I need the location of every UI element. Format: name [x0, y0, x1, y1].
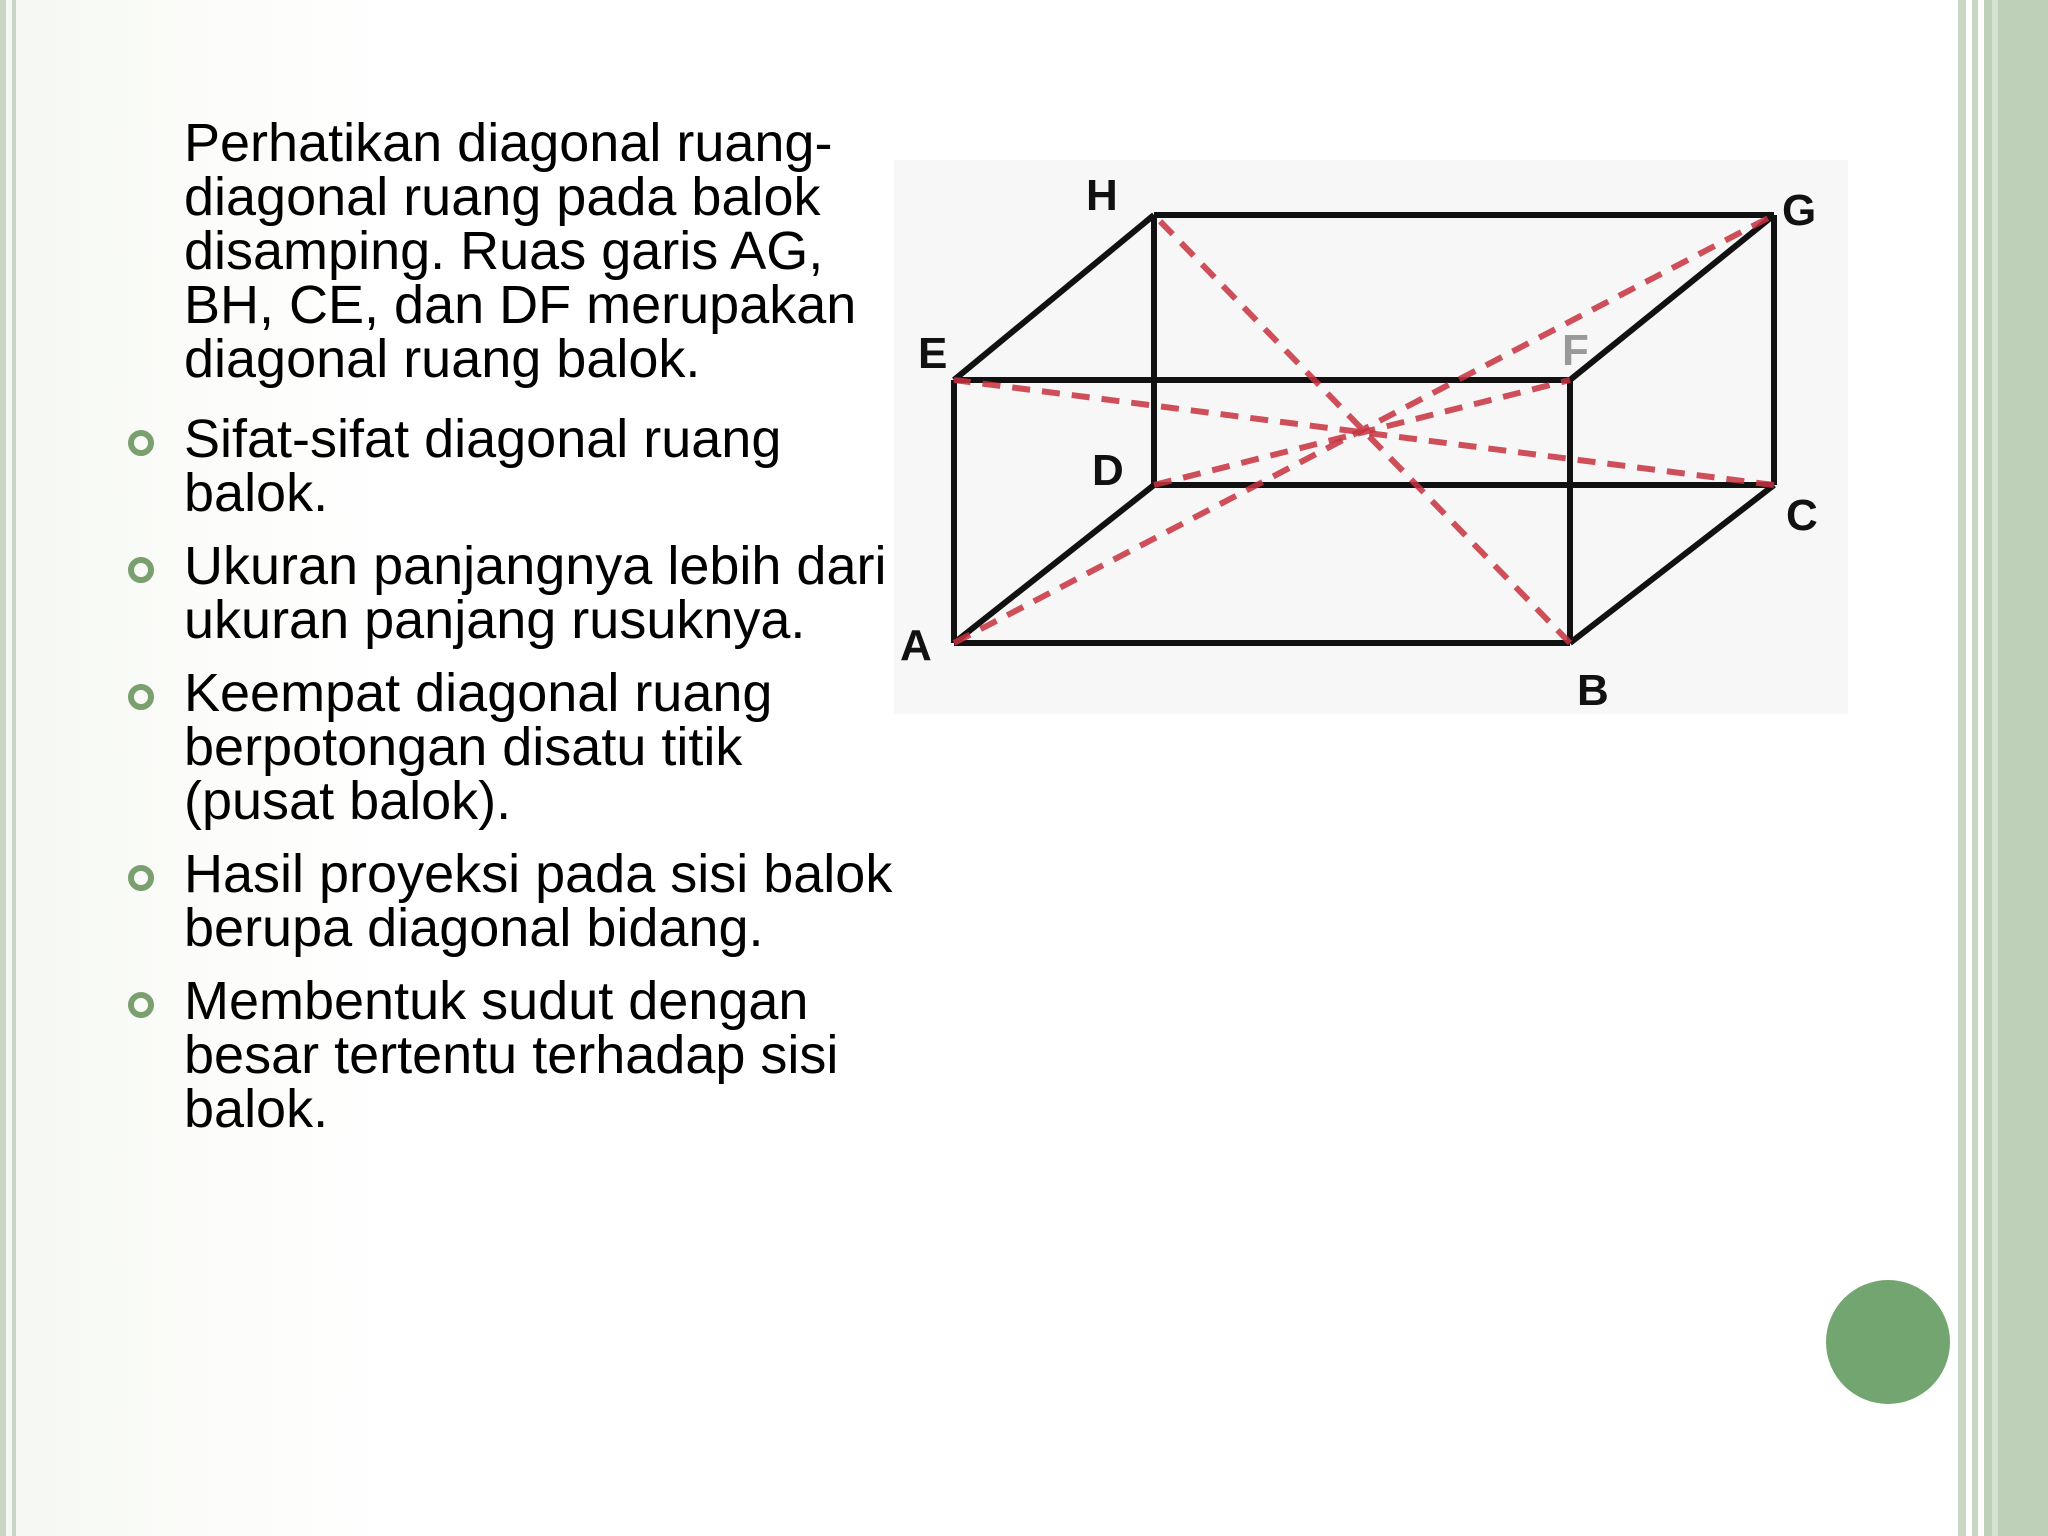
bullet-circle-icon: [128, 992, 154, 1018]
bullet-circle-icon: [128, 684, 154, 710]
vertex-label-H: H: [1086, 171, 1118, 220]
cuboid-svg: [894, 160, 1848, 714]
decorative-circle: [1826, 1280, 1950, 1404]
bullet-text: Keempat diagonal ruang berpotongan disatu titik (pusat balok).: [184, 663, 773, 831]
bullet-item: [120, 971, 900, 1139]
vertex-label-B: B: [1577, 666, 1609, 714]
vertex-label-G: G: [1782, 186, 1817, 235]
vertex-label-E: E: [918, 329, 948, 378]
right-border-band: [1984, 0, 2048, 1536]
bullet-text: Membentuk sudut dengan besar tertentu terhadap sisi balok.: [184, 971, 839, 1139]
left-border-line: [12, 0, 16, 1536]
cuboid-diagram: [894, 160, 1848, 714]
right-border-line: [1958, 0, 1966, 1536]
bullet-text: Ukuran panjangnya lebih dari ukuran panjang rusuknya.: [184, 536, 887, 650]
bullet-circle-icon: [128, 557, 154, 583]
bullet-item: [120, 844, 900, 958]
right-border-line: [1972, 0, 1978, 1536]
bullet-item: [120, 409, 900, 523]
bullet-text: Sifat-sifat diagonal ruang balok.: [184, 409, 782, 523]
left-border-line: [0, 0, 6, 1536]
bullet-item: [120, 663, 900, 831]
bullet-item: [120, 536, 900, 650]
vertex-label-D: D: [1092, 446, 1124, 495]
intro-paragraph: Perhatikan diagonal ruang-diagonal ruang pada balok disamping. Ruas garis AG, BH, CE, dan DF merupakan diagonal ruang balok.: [184, 113, 857, 389]
vertex-label-C: C: [1786, 491, 1818, 540]
bullet-circle-icon: [128, 430, 154, 456]
bullet-circle-icon: [128, 865, 154, 891]
bullet-text: Hasil proyeksi pada sisi balok berupa diagonal bidang.: [184, 844, 893, 958]
slide-body: [120, 113, 900, 1155]
vertex-label-A: A: [900, 621, 932, 670]
vertex-label-F: F: [1562, 326, 1589, 375]
